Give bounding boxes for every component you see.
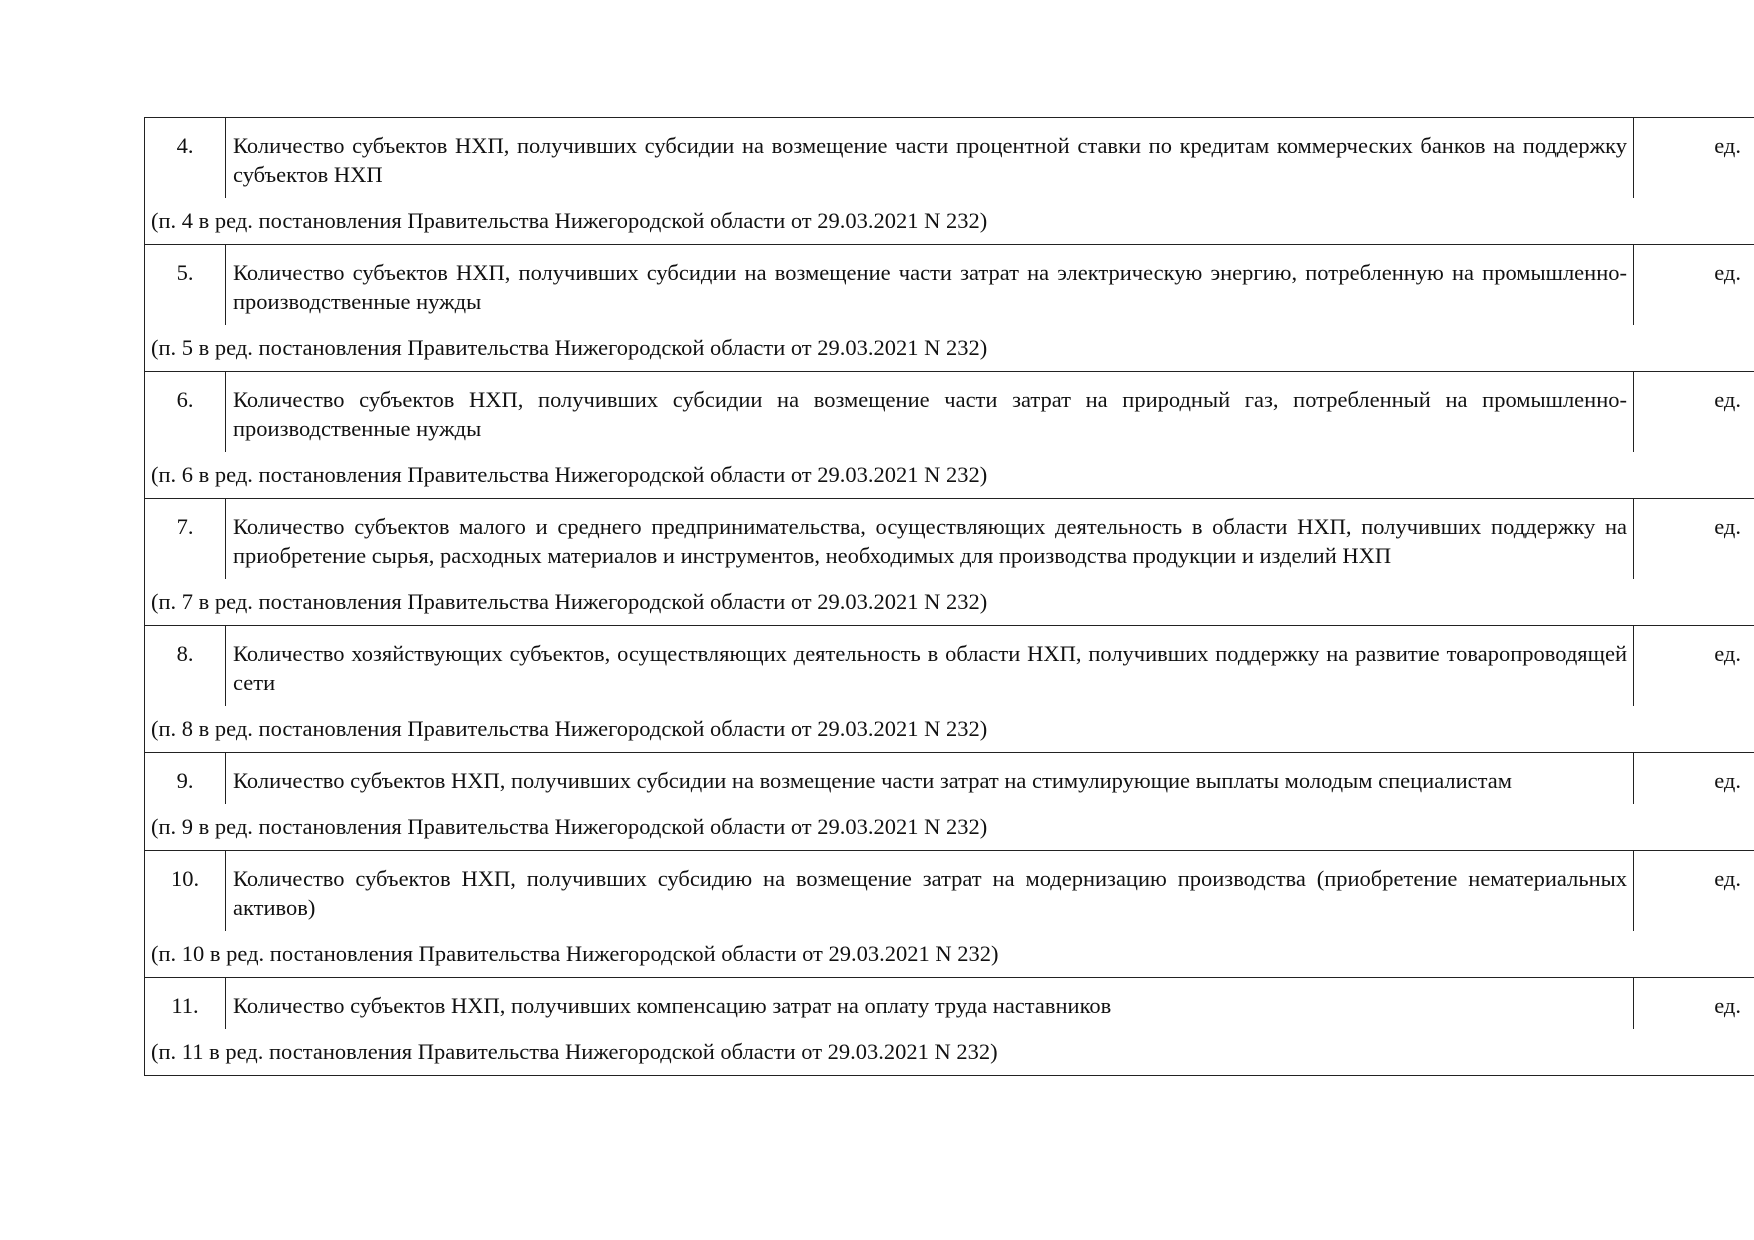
row-unit: ед.	[1714, 133, 1741, 158]
table-item	[145, 977, 1754, 1075]
amendment-note: (п. 4 в ред. постановления Правительства Нижегородской области от 29.03.2021 N 232)	[151, 208, 988, 233]
table-row	[145, 753, 1754, 804]
row-unit: ед.	[1714, 641, 1741, 666]
table-item	[145, 498, 1754, 625]
row-description: Количество субъектов НХП, получивших субсидию на возмещение затрат на модернизацию производства (приобретение нематериальных активов)	[226, 851, 1634, 931]
amendment-note: (п. 5 в ред. постановления Правительства Нижегородской области от 29.03.2021 N 232)	[151, 335, 988, 360]
row-unit: ед.	[1714, 387, 1741, 412]
table-item	[145, 625, 1754, 752]
amendment-note: (п. 10 в ред. постановления Правительства Нижегородской области от 29.03.2021 N 232)	[151, 941, 999, 966]
amendment-note: (п. 9 в ред. постановления Правительства Нижегородской области от 29.03.2021 N 232)	[151, 814, 988, 839]
row-unit: ед.	[1714, 768, 1741, 793]
table-row	[145, 372, 1754, 452]
table-row	[145, 978, 1754, 1029]
indicators-table	[144, 117, 1754, 1076]
amendment-note: (п. 7 в ред. постановления Правительства Нижегородской области от 29.03.2021 N 232)	[151, 589, 988, 614]
row-description: Количество субъектов НХП, получивших субсидии на возмещение части затрат на электрическую энергию, потребленную на промышленно-производственные нужды	[226, 245, 1634, 325]
table-item	[145, 752, 1754, 850]
row-number: 8.	[145, 626, 226, 706]
amendment-note: (п. 8 в ред. постановления Правительства Нижегородской области от 29.03.2021 N 232)	[151, 716, 988, 741]
table-item	[145, 371, 1754, 498]
table-item	[145, 244, 1754, 371]
row-description: Количество субъектов НХП, получивших компенсацию затрат на оплату труда наставников	[226, 978, 1634, 1029]
row-description: Количество субъектов НХП, получивших субсидии на возмещение части затрат на стимулирующие выплаты молодым специалистам	[226, 753, 1634, 804]
row-number: 9.	[145, 753, 226, 804]
row-number: 11.	[145, 978, 226, 1029]
row-description: Количество хозяйствующих субъектов, осуществляющих деятельность в области НХП, получивших поддержку на развитие товаропроводящей сети	[226, 626, 1634, 706]
table-row	[145, 626, 1754, 706]
row-number: 7.	[145, 499, 226, 579]
table-row	[145, 499, 1754, 579]
table-item	[145, 850, 1754, 977]
amendment-note: (п. 11 в ред. постановления Правительства Нижегородской области от 29.03.2021 N 232)	[151, 1039, 998, 1064]
table-row	[145, 851, 1754, 931]
row-unit: ед.	[1714, 260, 1741, 285]
row-unit: ед.	[1714, 993, 1741, 1018]
row-number: 10.	[145, 851, 226, 931]
amendment-note: (п. 6 в ред. постановления Правительства Нижегородской области от 29.03.2021 N 232)	[151, 462, 988, 487]
row-number: 6.	[145, 372, 226, 452]
row-unit: ед.	[1714, 514, 1741, 539]
row-unit: ед.	[1714, 866, 1741, 891]
table-row	[145, 245, 1754, 325]
row-number: 4.	[145, 118, 226, 198]
row-description: Количество субъектов НХП, получивших субсидии на возмещение части затрат на природный газ, потребленный на промышленно-производственные нужды	[226, 372, 1634, 452]
table-item	[145, 118, 1754, 244]
table-row	[145, 118, 1754, 198]
row-number: 5.	[145, 245, 226, 325]
row-description: Количество субъектов малого и среднего предпринимательства, осуществляющих деятельность в области НХП, получивших поддержку на приобретение сырья, расходных материалов и инструментов, необходимых для производства продукции и изделий НХП	[226, 499, 1634, 579]
row-description: Количество субъектов НХП, получивших субсидии на возмещение части процентной ставки по кредитам коммерческих банков на поддержку субъектов НХП	[226, 118, 1634, 198]
